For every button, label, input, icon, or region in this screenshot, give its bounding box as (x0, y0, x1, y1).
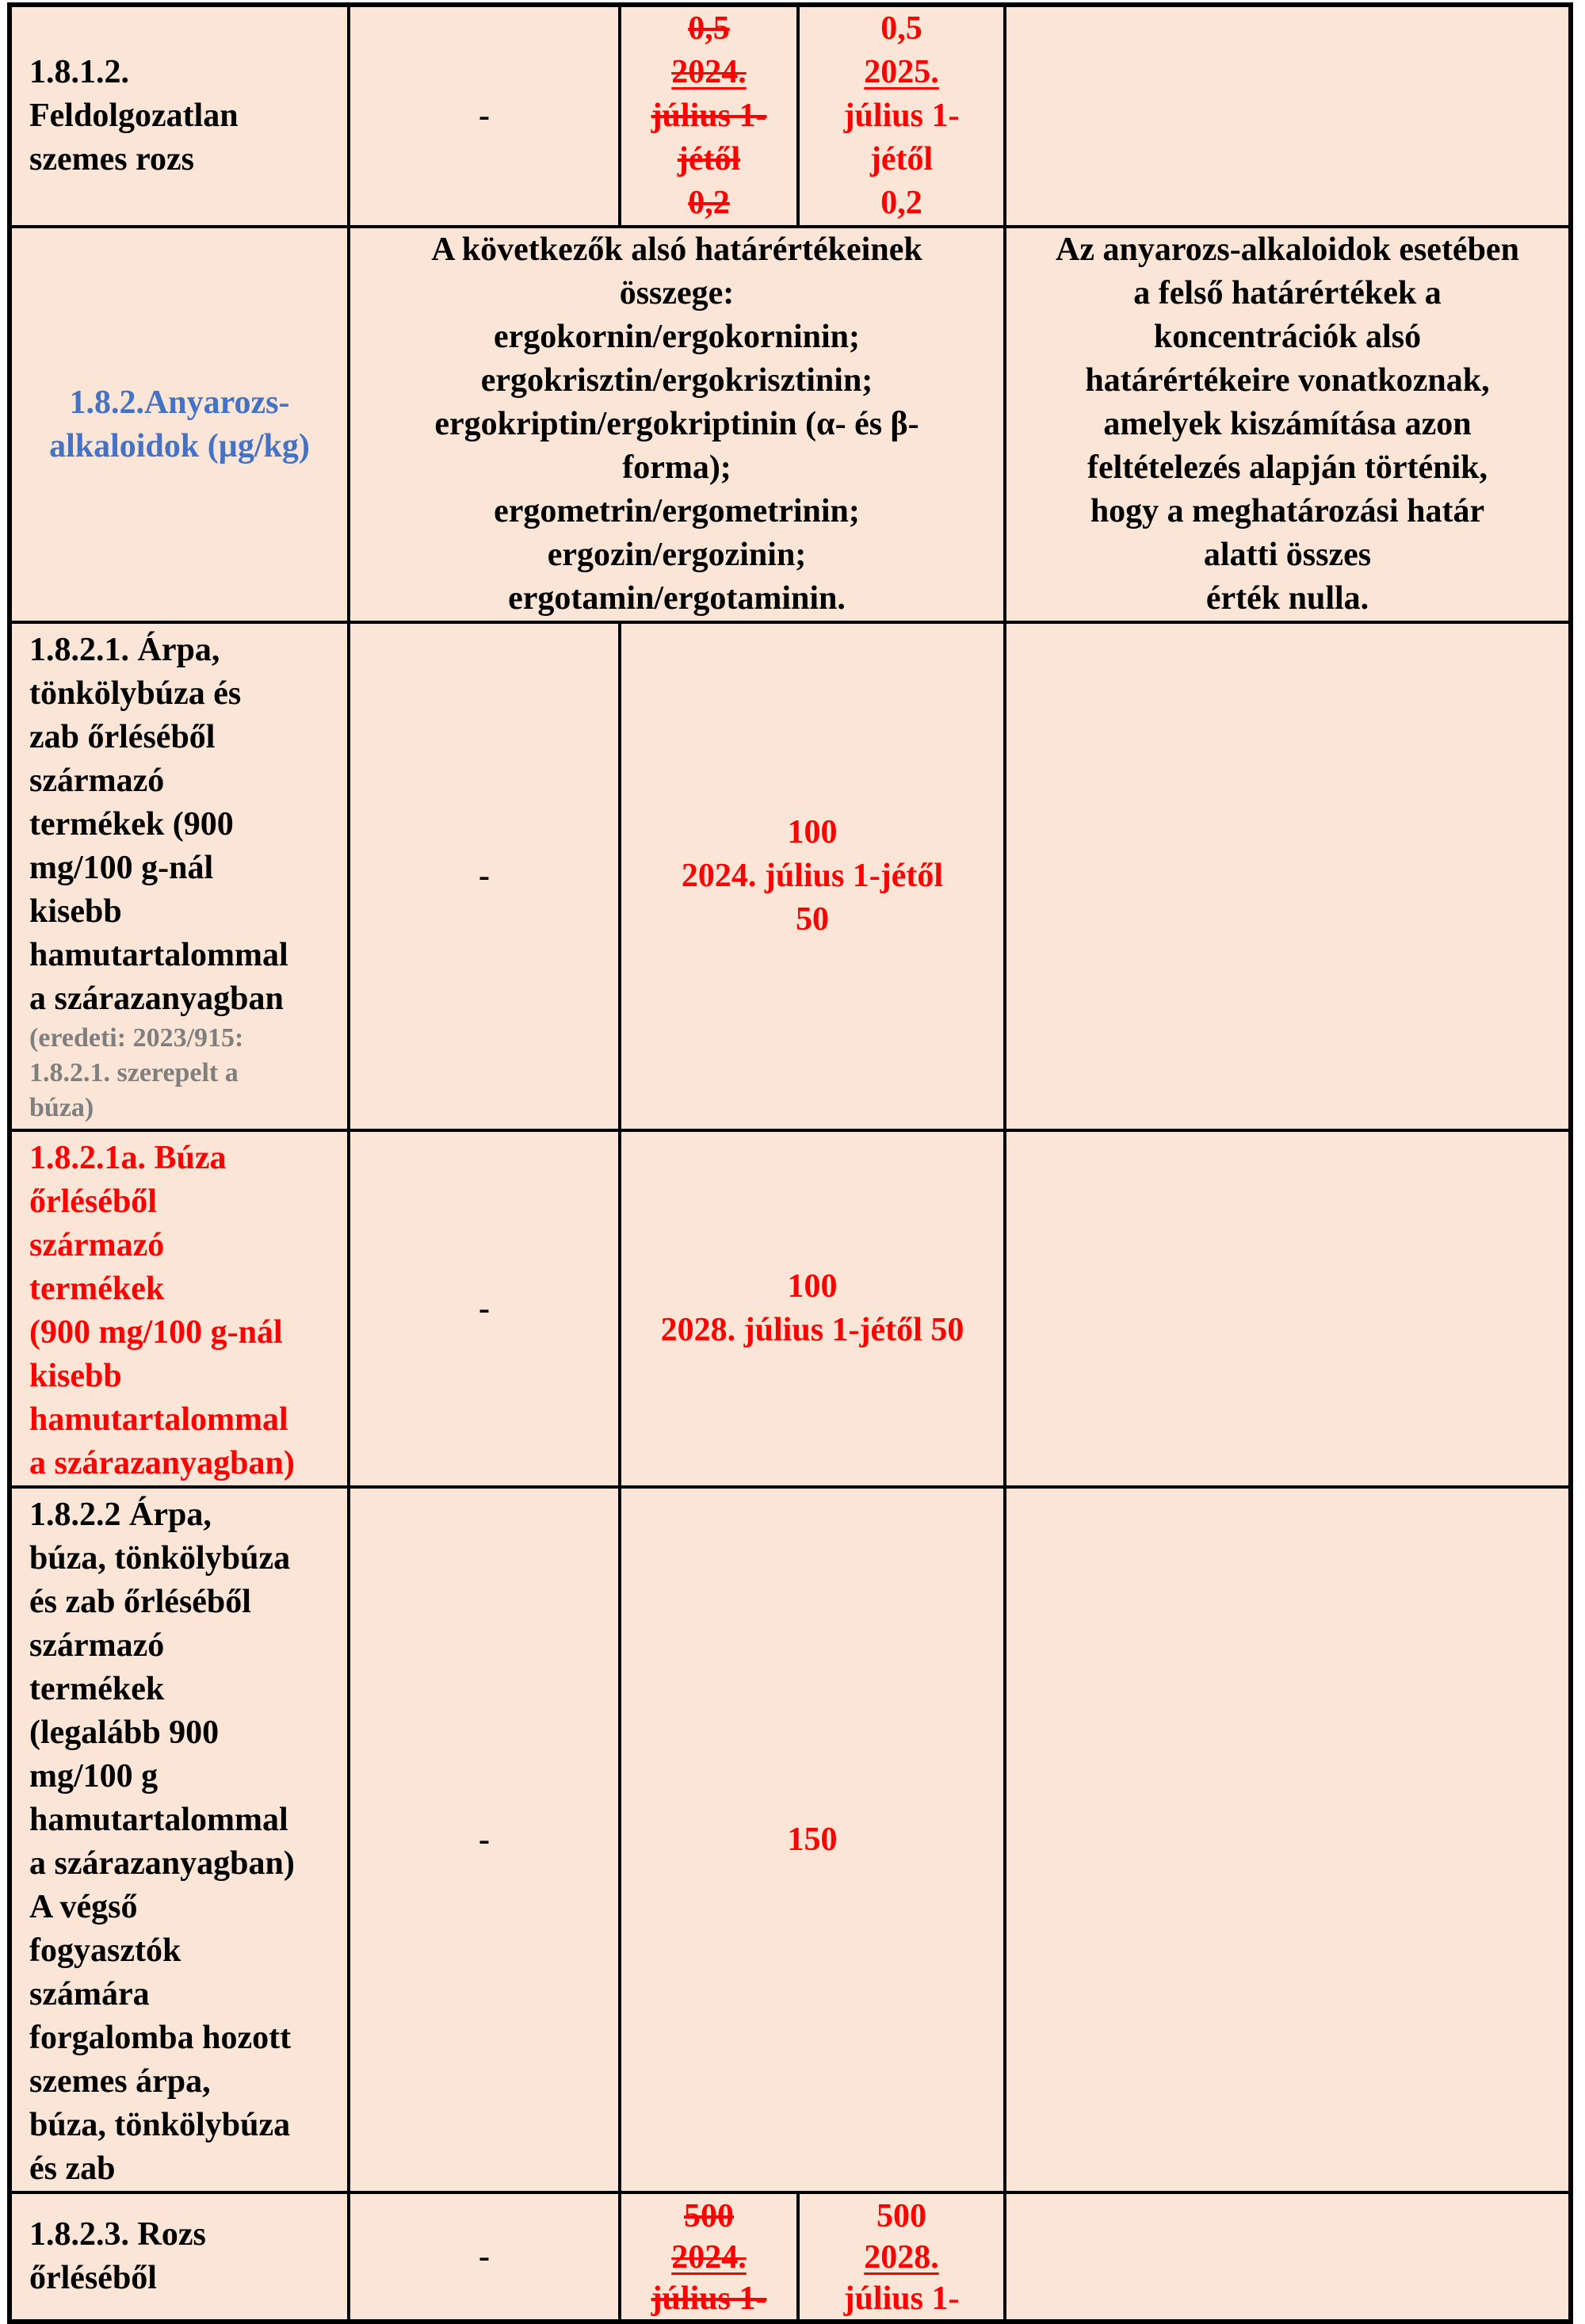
dash: - (479, 858, 490, 894)
text-line: búza, tönkölybúza (29, 2107, 291, 2143)
row-182 (10, 227, 1571, 622)
text-line-struck: 0,5 (688, 10, 730, 47)
text-line: 150 (787, 1821, 838, 1858)
cell-group-label (10, 227, 349, 622)
text-line: ergotamin/ergotaminin. (508, 580, 846, 617)
cell-product-label (10, 1130, 349, 1487)
text-line: ergokornin/ergokorninin; (493, 319, 861, 355)
text-line: 500 (877, 2198, 926, 2234)
cell-upper-bound-note (1005, 227, 1571, 622)
text-line-struck: 500 (684, 2198, 734, 2234)
text-line: 2028. július 1-jétől 50 (660, 1312, 964, 1348)
cell-dash (349, 622, 620, 1130)
text-line-struck: július 1- (651, 97, 767, 134)
dash: - (479, 97, 490, 134)
text-line: 2024. július 1-jétől (681, 858, 944, 894)
cell-product-label (10, 1487, 349, 2192)
origin-note-line: 1.8.2.1. szerepelt a (29, 1058, 239, 1087)
text-line: (900 mg/100 g-nál (29, 1314, 283, 1351)
text-line: Az anyarozs-alkaloidok esetében (1056, 231, 1519, 268)
text-line: alatti összes (1203, 537, 1372, 573)
text-line: koncentrációk alsó (1153, 319, 1422, 355)
text-line: a felső határértékek a (1133, 275, 1442, 312)
text-line-underlined: 2025. (864, 54, 939, 90)
text-line: forma); (622, 449, 731, 486)
text-line: búza, tönkölybúza (29, 1540, 291, 1577)
text-line: mg/100 g (29, 1758, 158, 1795)
text-line: ergokrisztin/ergokrisztinin; (480, 362, 873, 399)
cell-limit (620, 1487, 1005, 2192)
cell-lower-bound-note (349, 227, 1005, 622)
cell-old-limit (620, 2192, 798, 2322)
cell-product-label (10, 5, 349, 227)
text-line: 100 (787, 814, 838, 850)
cell-remark-empty (1005, 5, 1571, 227)
row-1821a (10, 1130, 1571, 1487)
text-line: ergozin/ergozinin; (547, 537, 807, 573)
text-line: hogy a meghatározási határ (1090, 493, 1485, 529)
cell-remark-empty (1005, 2192, 1571, 2322)
text-line: 0,2 (880, 185, 922, 221)
text-line: (legalább 900 (29, 1714, 220, 1751)
text-line-struck: 0,2 (688, 185, 730, 221)
origin-note-line: (eredeti: 2023/915: (29, 1023, 244, 1053)
text-line: és zab őrléséből (29, 1584, 251, 1620)
text-line: 1.8.2.1a. Búza (29, 1140, 227, 1176)
text-line: mg/100 g-nál (29, 850, 214, 886)
cell-limit (620, 622, 1005, 1130)
text-line: a szárazanyagban) (29, 1445, 295, 1481)
text-line: Feldolgozatlan (29, 97, 239, 134)
text-line-underlined: 2028. (864, 2239, 939, 2276)
row-1822 (10, 1487, 1571, 2192)
cell-new-limit (798, 2192, 1005, 2322)
text-line: amelyek kiszámítása azon (1103, 406, 1472, 442)
dash: - (479, 1290, 490, 1327)
text-line: ergokriptin/ergokriptinin (α- és β- (434, 406, 919, 442)
text-line: összege: (619, 275, 735, 312)
text-line: 1.8.2.3. Rozs (29, 2216, 206, 2253)
cell-dash (349, 1130, 620, 1487)
text-line: kisebb (29, 893, 122, 930)
text-line: kisebb (29, 1358, 122, 1394)
text-line: 50 (796, 901, 829, 938)
cell-new-limit (798, 5, 1005, 227)
text-line: őrléséből (29, 2260, 157, 2296)
text-line: és zab (29, 2150, 116, 2187)
cell-remark-empty (1005, 1130, 1571, 1487)
text-line: termékek (900 (29, 806, 234, 843)
text-line: 100 (787, 1268, 838, 1305)
text-line: A következők alsó határértékeinek (431, 231, 922, 268)
cell-old-limit (620, 5, 798, 227)
text-line: hamutartalommal (29, 1401, 288, 1438)
row-1823 (10, 2192, 1571, 2322)
row-1812 (10, 5, 1571, 227)
text-line: feltételezés alapján történik, (1087, 449, 1488, 486)
text-line: termékek (29, 1271, 165, 1307)
dash: - (479, 2238, 490, 2275)
text-line: fogyasztók (29, 1932, 181, 1969)
text-line: 1.8.2.2 Árpa, (29, 1496, 212, 1533)
dash: - (479, 1821, 490, 1858)
text-line: hamutartalommal (29, 937, 288, 973)
cell-remark-empty (1005, 1487, 1571, 2192)
text-line: őrléséből (29, 1183, 157, 1220)
text-line: 0,5 (880, 10, 922, 47)
text-line: 1.8.1.2. (29, 54, 129, 90)
cell-dash (349, 5, 620, 227)
text-line: a szárazanyagban (29, 980, 284, 1017)
cell-product-label (10, 622, 349, 1130)
text-line: származó (29, 763, 165, 799)
text-line: határértékeire vonatkoznak, (1085, 362, 1490, 399)
text-line-struck: jétől (677, 141, 741, 178)
contaminant-limits-table (7, 2, 1573, 2324)
cell-remark-empty (1005, 622, 1571, 1130)
text-line: forgalomba hozott (29, 2020, 292, 2056)
text-line-struck-underlined: 2024. (671, 2239, 747, 2276)
cell-dash (349, 2192, 620, 2322)
text-line: 1.8.2.1. Árpa, (29, 632, 220, 668)
cell-limit (620, 1130, 1005, 1487)
row-1821 (10, 622, 1571, 1130)
text-line: július 1- (843, 97, 960, 134)
text-line: A végső (29, 1889, 138, 1925)
text-line: tönkölybúza és (29, 675, 242, 712)
text-line: érték nulla. (1205, 580, 1369, 617)
text-line: származó (29, 1627, 165, 1664)
text-line: a szárazanyagban) (29, 1845, 295, 1882)
text-line-struck-underlined: 2024. (671, 54, 747, 90)
text-line: termékek (29, 1671, 165, 1707)
text-line: július 1- (843, 2280, 960, 2317)
cell-dash (349, 1487, 620, 2192)
text-line: alkaloidok (µg/kg) (49, 427, 310, 464)
text-line: szemes rozs (29, 141, 194, 178)
text-line: 1.8.2.Anyarozs- (69, 384, 290, 421)
text-line: jétől (869, 141, 934, 178)
text-line: ergometrin/ergometrinin; (494, 493, 860, 529)
cell-product-label (10, 2192, 349, 2322)
origin-note-line: búza) (29, 1093, 94, 1122)
text-line: származó (29, 1227, 165, 1263)
text-line-struck: július 1- (651, 2280, 767, 2317)
text-line: számára (29, 1976, 150, 2012)
text-line: zab őrléséből (29, 719, 216, 755)
text-line: szemes árpa, (29, 2063, 211, 2100)
text-line: hamutartalommal (29, 1802, 288, 1838)
